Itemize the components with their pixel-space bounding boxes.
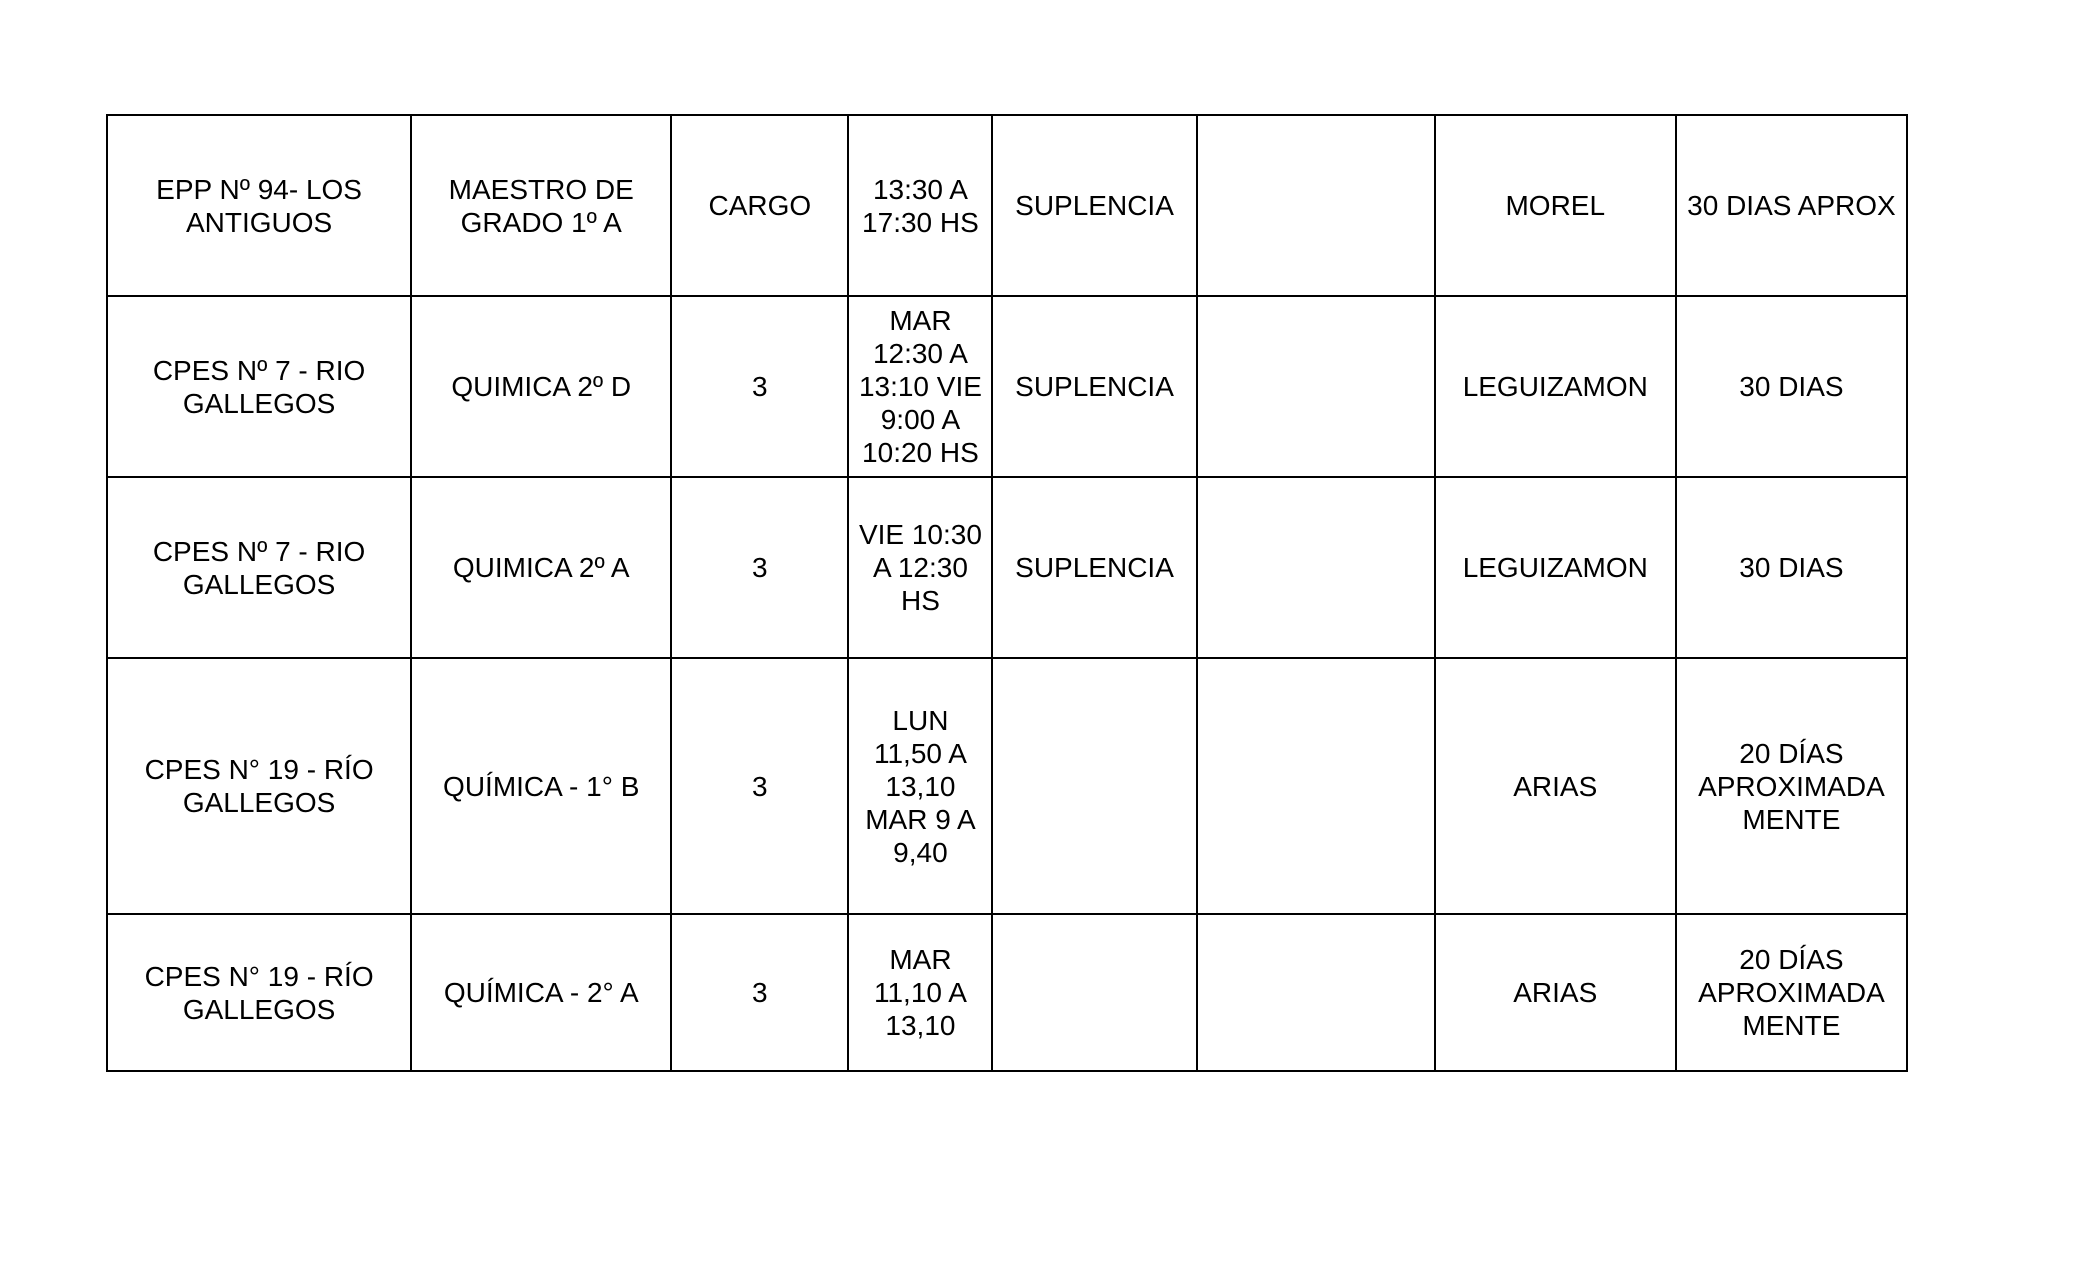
subject-cell: MAESTRO DE GRADO 1º A — [411, 115, 671, 296]
schedule-cell: MAR 11,10 A 13,10 — [848, 914, 992, 1071]
type-cell: SUPLENCIA — [992, 477, 1196, 658]
empty-cell — [1197, 115, 1435, 296]
subject-cell: QUIMICA 2º A — [411, 477, 671, 658]
school-cell: CPES N° 19 - RÍO GALLEGOS — [107, 914, 411, 1071]
teacher-cell: LEGUIZAMON — [1435, 296, 1676, 477]
type-cell: SUPLENCIA — [992, 296, 1196, 477]
schedule-cell: VIE 10:30 A 12:30 HS — [848, 477, 992, 658]
table-row — [107, 115, 1907, 296]
hours-cell: 3 — [671, 914, 848, 1071]
duration-cell: 30 DIAS APROX — [1676, 115, 1907, 296]
school-cell: EPP Nº 94- LOS ANTIGUOS — [107, 115, 411, 296]
hours-cell: 3 — [671, 658, 848, 914]
subject-cell: QUÍMICA - 2° A — [411, 914, 671, 1071]
teacher-cell: MOREL — [1435, 115, 1676, 296]
empty-cell — [1197, 658, 1435, 914]
subject-cell: QUÍMICA - 1° B — [411, 658, 671, 914]
subject-cell: QUIMICA 2º D — [411, 296, 671, 477]
teacher-cell: ARIAS — [1435, 914, 1676, 1071]
table-row — [107, 296, 1907, 477]
empty-cell — [1197, 477, 1435, 658]
type-cell — [992, 914, 1196, 1071]
type-cell — [992, 658, 1196, 914]
hours-cell: 3 — [671, 296, 848, 477]
table-row — [107, 477, 1907, 658]
teacher-cell: ARIAS — [1435, 658, 1676, 914]
schedule-cell: 13:30 A 17:30 HS — [848, 115, 992, 296]
duration-cell: 30 DIAS — [1676, 296, 1907, 477]
school-cell: CPES N° 19 - RÍO GALLEGOS — [107, 658, 411, 914]
hours-cell: 3 — [671, 477, 848, 658]
table-row — [107, 914, 1907, 1071]
duration-cell: 20 DÍAS APROXIMADAMENTE — [1676, 914, 1907, 1071]
vacancies-table — [106, 114, 1908, 1072]
table-row — [107, 658, 1907, 914]
school-cell: CPES Nº 7 - RIO GALLEGOS — [107, 296, 411, 477]
duration-cell: 20 DÍAS APROXIMADAMENTE — [1676, 658, 1907, 914]
duration-cell: 30 DIAS — [1676, 477, 1907, 658]
empty-cell — [1197, 296, 1435, 477]
type-cell: SUPLENCIA — [992, 115, 1196, 296]
empty-cell — [1197, 914, 1435, 1071]
schedule-cell: LUN 11,50 A 13,10 MAR 9 A 9,40 — [848, 658, 992, 914]
teacher-cell: LEGUIZAMON — [1435, 477, 1676, 658]
hours-cell: CARGO — [671, 115, 848, 296]
schedule-cell: MAR 12:30 A 13:10 VIE 9:00 A 10:20 HS — [848, 296, 992, 477]
school-cell: CPES Nº 7 - RIO GALLEGOS — [107, 477, 411, 658]
